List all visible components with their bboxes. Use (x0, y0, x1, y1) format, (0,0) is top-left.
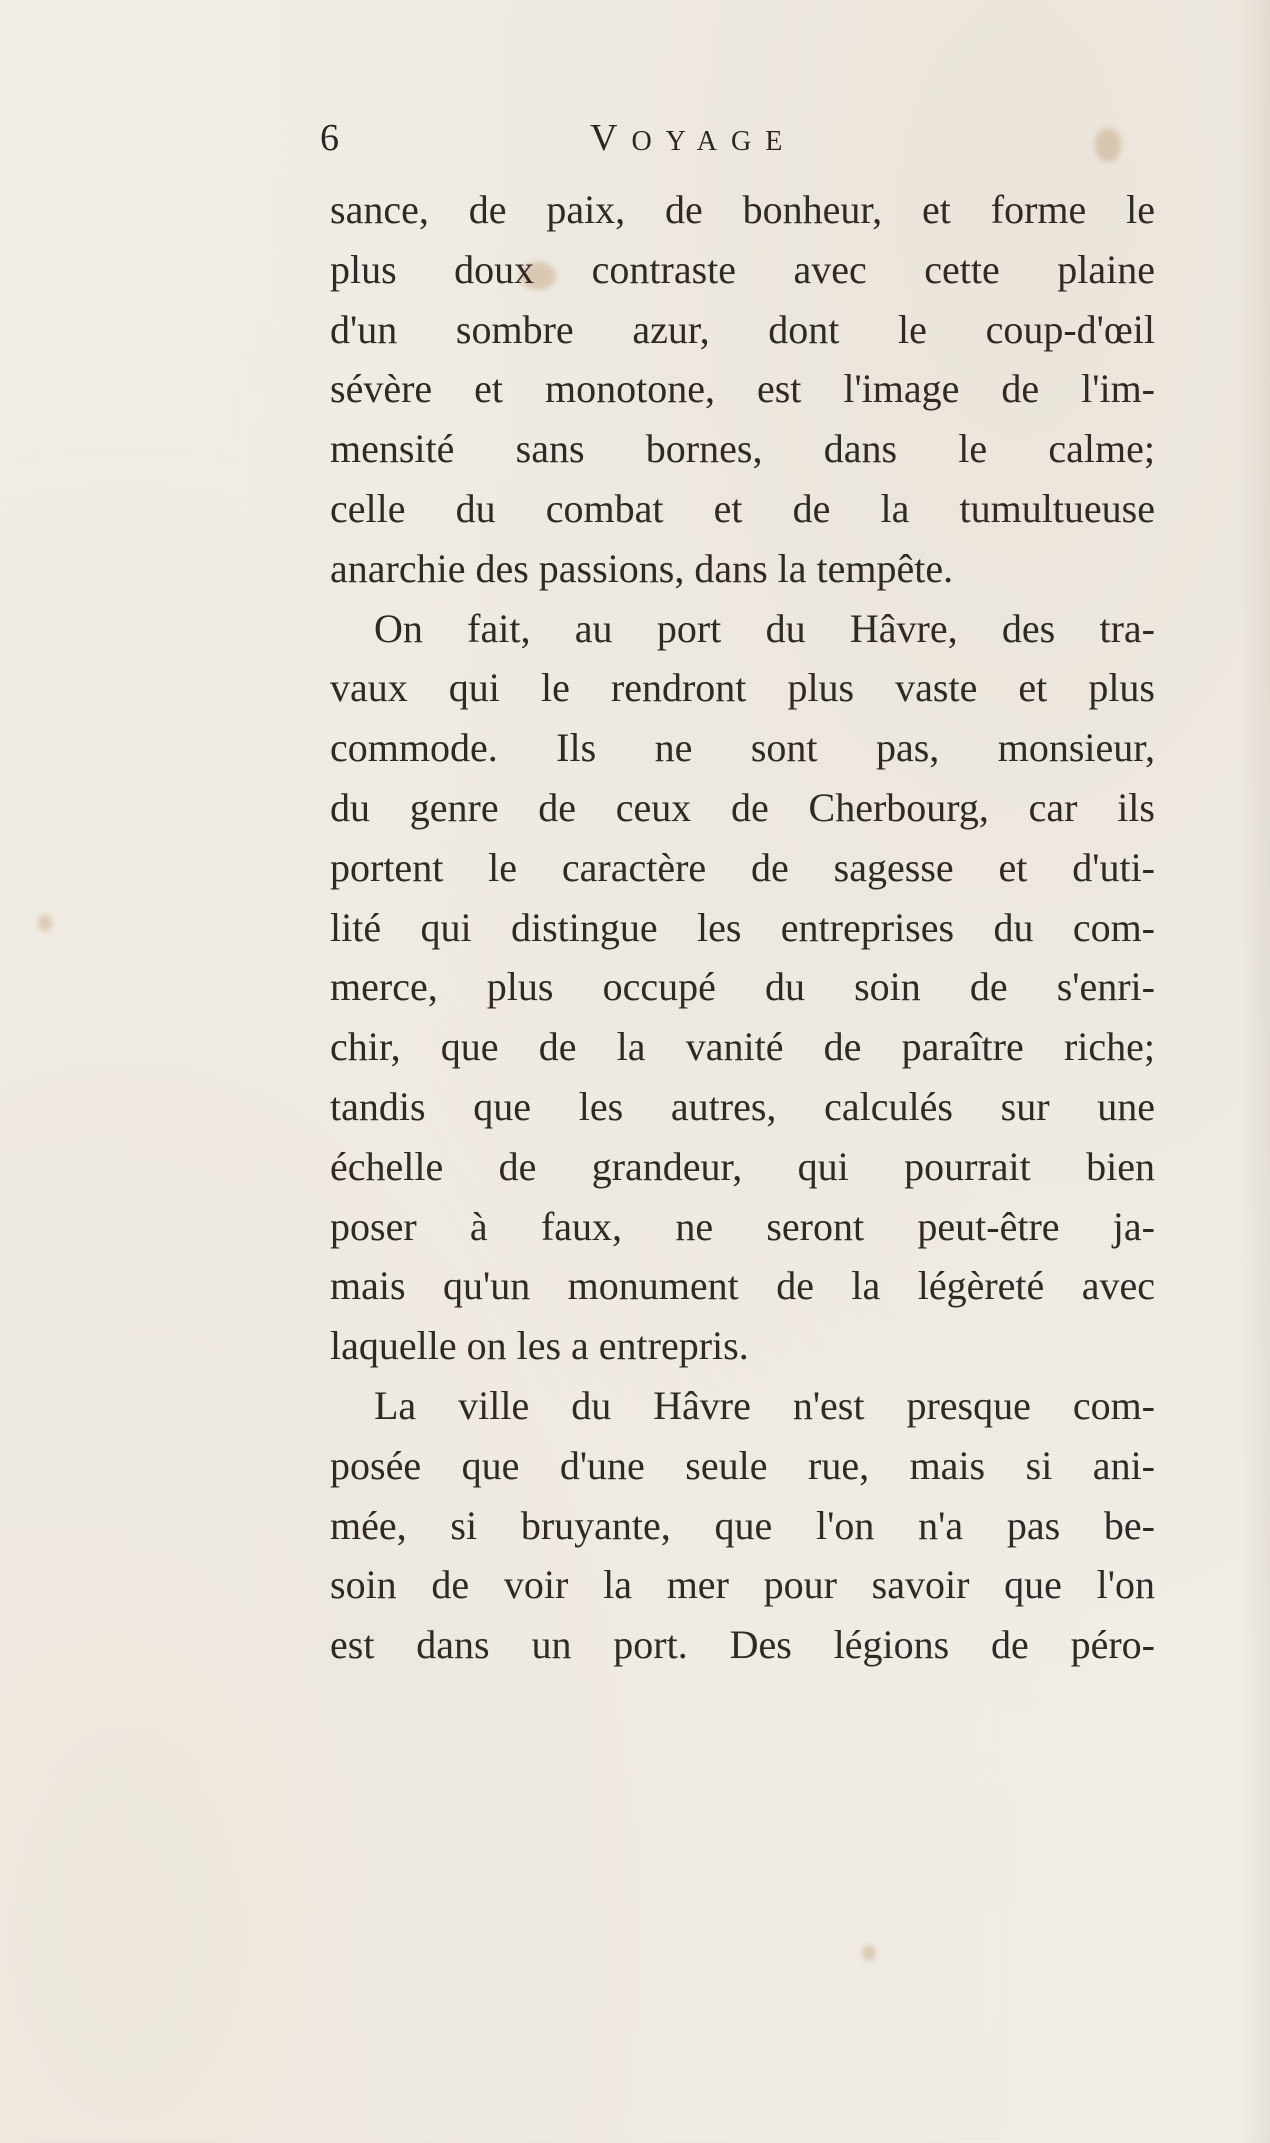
text-line: portent le caractère de sagesse et d'uti- (330, 844, 1155, 890)
text-line: tandis que les autres, calculés sur une (330, 1083, 1155, 1129)
running-title-rest: OYAGE (631, 126, 797, 157)
text-line: du genre de ceux de Cherbourg, car ils (330, 784, 1155, 830)
text-line: sévère et monotone, est l'image de l'im- (330, 366, 1155, 412)
text-line: mée, si bruyante, que l'on n'a pas be- (330, 1502, 1155, 1548)
foxing-stain (862, 1945, 876, 1961)
text-line: sance, de paix, de bonheur, et forme le (330, 187, 1155, 232)
text-line: poser à faux, ne seront peut-être ja- (330, 1203, 1155, 1249)
foxing-stain (38, 915, 52, 931)
text-line: lité qui distingue les entreprises du com- (330, 904, 1155, 950)
page-number: 6 (320, 117, 339, 159)
text-line: laquelle on les a entrepris. (330, 1323, 749, 1369)
text-line: merce, plus occupé du soin de s'enri- (330, 964, 1155, 1010)
text-line: soin de voir la mer pour savoir que l'on (330, 1562, 1155, 1608)
text-line: vaux qui le rendront plus vaste et plus (330, 665, 1155, 711)
text-line: mais qu'un monument de la légèreté avec (330, 1263, 1155, 1309)
text-line: commode. Ils ne sont pas, monsieur, (330, 725, 1155, 771)
text-line: anarchie des passions, dans la tempête. (330, 545, 954, 591)
text-line: posée que d'une seule rue, mais si ani- (330, 1442, 1155, 1488)
text-line: chir, que de la vanité de paraître riche; (330, 1024, 1155, 1070)
page-header (320, 108, 1160, 168)
page-edge-shadow (1240, 0, 1270, 2143)
body-text (330, 180, 1155, 1675)
running-title (590, 116, 796, 160)
text-line: mensité sans bornes, dans le calme; (330, 426, 1155, 472)
text-line: celle du combat et de la tumultueuse (330, 485, 1155, 531)
running-title-initial: V (590, 117, 632, 159)
text-line: plus doux contraste avec cette plaine (330, 246, 1155, 292)
text-line: est dans un port. Des légions de péro- (330, 1622, 1155, 1668)
text-line: échelle de grandeur, qui pourrait bien (330, 1143, 1155, 1189)
text-line: d'un sombre azur, dont le coup-d'œil (330, 306, 1155, 352)
text-line: La ville du Hâvre n'est presque com- (374, 1382, 1155, 1428)
text-line: On fait, au port du Hâvre, des tra- (374, 605, 1155, 651)
